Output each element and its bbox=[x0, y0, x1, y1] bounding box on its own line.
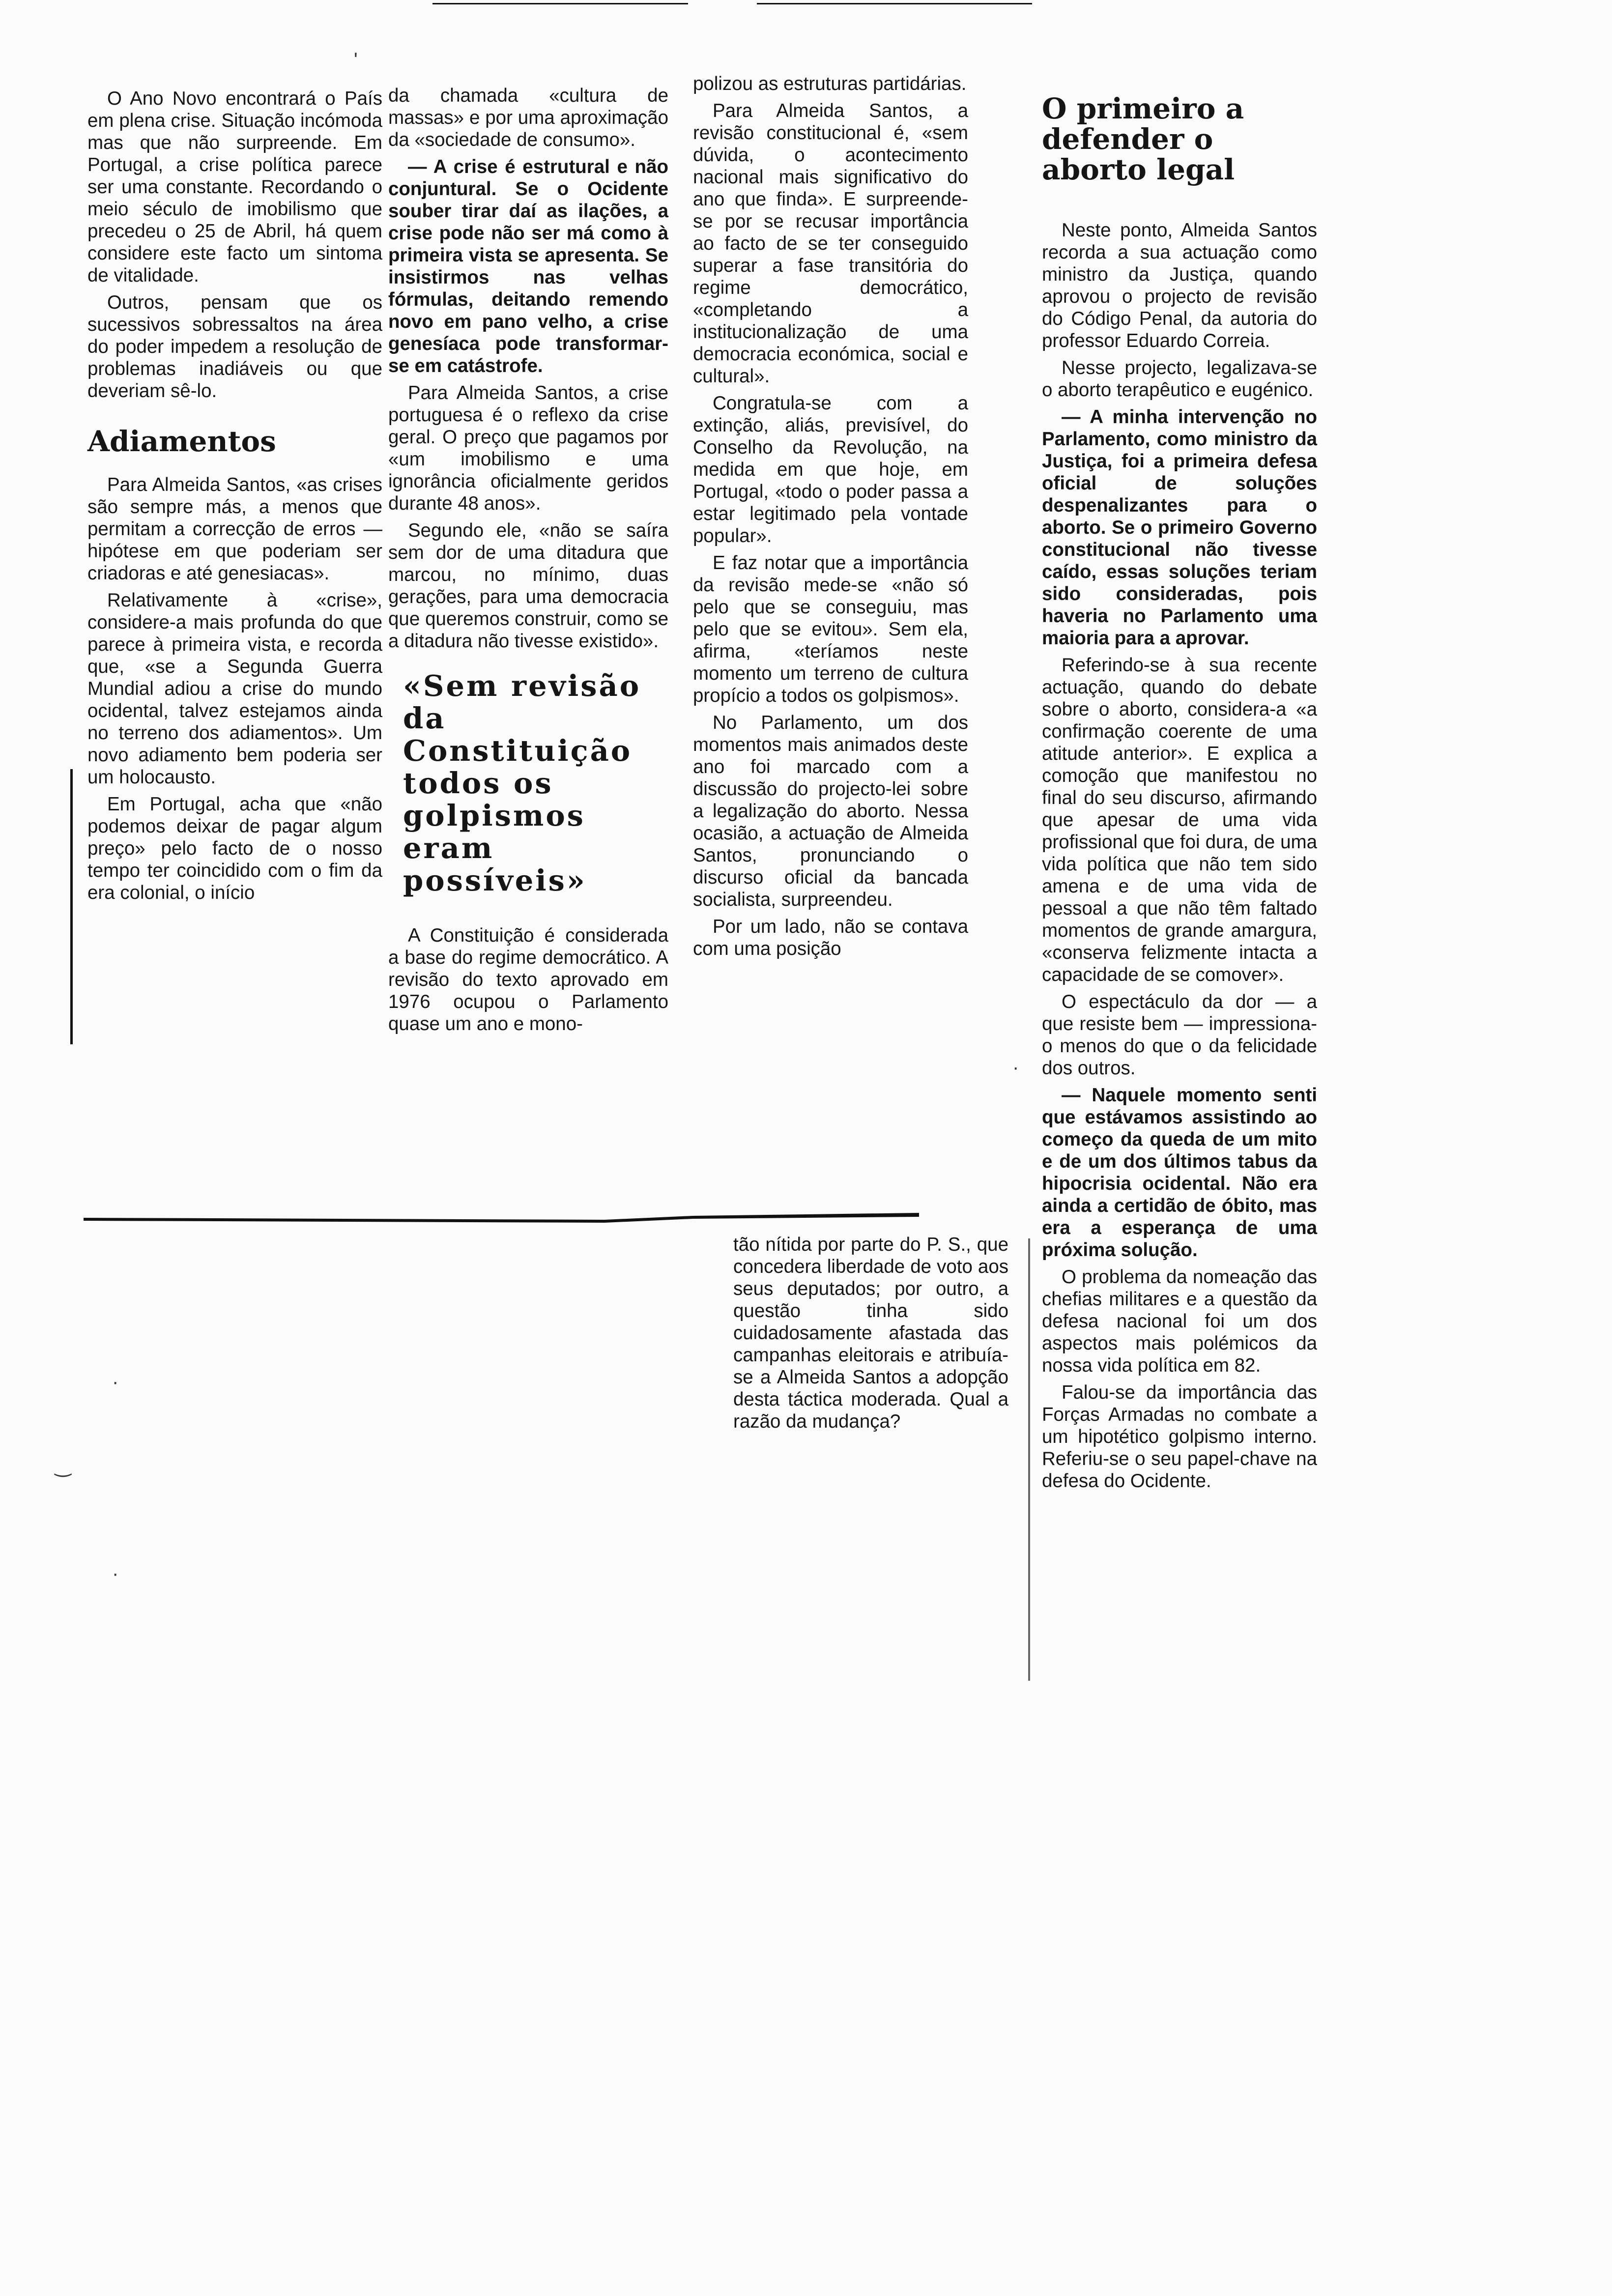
scan-speck: · bbox=[1012, 1057, 1019, 1078]
top-rule-right bbox=[757, 3, 1032, 4]
body-paragraph: A Constituição é considerada a base do regime democrático. A revisão do texto aprovado em 1976 ocupou o Parlamento quase um ano e mono- bbox=[388, 925, 668, 1034]
top-rule-left bbox=[432, 3, 688, 4]
body-paragraph: Nesse projecto, legalizava-se o aborto terapêutico e eugénico. bbox=[1042, 357, 1317, 401]
body-paragraph: No Parlamento, um dos momentos mais animados deste ano foi marcado com a discussão do projecto-lei sobre a legalização do aborto. Nessa ocasião, a actuação de Almeida Santos, pronunciando o discurso oficial da bancada socialista, surpreendeu. bbox=[693, 712, 968, 910]
body-paragraph: O espectáculo da dor — a que resiste bem — impressiona-o menos do que o da felicidade dos outros. bbox=[1042, 991, 1317, 1079]
body-paragraph: da chamada «cultura de massas» e por uma aproximação da «sociedade de consumo». bbox=[388, 85, 668, 150]
cut-line-stroke bbox=[84, 1213, 919, 1223]
body-paragraph: Referindo-se à sua recente actuação, quando do debate sobre o aborto, considera-a «a confirmação coerente de uma atitude anterior». E explica a comoção que manifestou no final do seu discurso, afirmando que apesar de uma vida profissional que foi dura, de uma vida política que não tem sido amena e de uma vida de pessoal a que não têm faltado momentos de grande amargura, «conserva felizmente intacta a capacidade de se comover». bbox=[1042, 655, 1317, 985]
section-subheading: Adiamentos bbox=[87, 425, 276, 458]
quote-paragraph: — A crise é estrutural e não conjuntural. Se o Ocidente souber tirar daí as ilações, a crise pode não ser má como à primeira vista se apresenta. Se insistirmos nas velhas fórmulas, deitando remendo novo em pano velho, a crise genesíaca pode transformar-se em catástrofe. bbox=[388, 156, 668, 376]
quote-paragraph: — A minha intervenção no Parlamento, como ministro da Justiça, foi a primeira defesa oficial de soluções despenalizantes para o aborto. Se o primeiro Governo constitucional não tivesse caído, essas soluções teriam sido consideradas, pois haveria no Parlamento uma maioria para a aprovar. bbox=[1042, 406, 1317, 649]
body-paragraph: Para Almeida Santos, a revisão constitucional é, «sem dúvida, o acontecimento nacional mais significativo do ano que finda». E surpreende-se por se recusar importância ao facto de se ter conseguido superar a fase transitória do regime democrático, «completando a institucionalização de uma democracia económica, social e cultural». bbox=[693, 100, 968, 387]
body-paragraph: Congratula-se com a extinção, aliás, previsível, do Conselho da Revolução, na medida em que hoje, em Portugal, «todo o poder passa a estar legitimado pela vontade popular». bbox=[693, 393, 968, 546]
body-paragraph: Segundo ele, «não se saíra sem dor de uma ditadura que marcou, no mínimo, duas gerações, para uma democracia que queremos construir, como se a ditadura não tivesse existido». bbox=[388, 520, 668, 652]
article-column-1 bbox=[87, 87, 382, 909]
quote-paragraph: — Naquele momento senti que estávamos assistindo ao começo da queda de um mito e de um dos últimos tabus da hipocrisia ocidental. Não era ainda a certidão de óbito, mas era a esperança de uma próxima solução. bbox=[1042, 1085, 1317, 1261]
body-paragraph: Outros, pensam que os sucessivos sobressaltos na área do poder impedem a resolução de problemas inadiáveis ou que deveriam sê-lo. bbox=[87, 292, 382, 402]
body-paragraph: Em Portugal, acha que «não podemos deixar de pagar algum preço» pelo facto de o nosso tempo ter coincidido com o fim da era colonial, o início bbox=[87, 794, 382, 903]
body-paragraph: Por um lado, não se contava com uma posição bbox=[693, 916, 968, 959]
article-column-4 bbox=[1042, 93, 1317, 1497]
body-paragraph: O Ano Novo encontrará o País em plena crise. Situação incómoda mas que não surpreende. Em Portugal, a crise política parece ser uma constante. Recordando o meio século de imobilismo que precedeu o 25 de Abril, há quem considere este facto um sintoma de vitalidade. bbox=[87, 88, 382, 286]
article-heading: O primeiro a defender o aborto legal bbox=[1042, 92, 1244, 186]
scan-speck: ' bbox=[354, 49, 358, 71]
body-paragraph: tão nítida por parte do P. S., que concedera liberdade de voto aos seus deputados; por outro, a questão tinha sido cuidadosamente afastada das campanhas eleitorais e atribuía-se a Almeida Santos a adopção desta táctica moderada. Qual a razão da mudança? bbox=[733, 1234, 1008, 1432]
body-paragraph: Falou-se da importância das Forças Armadas no combate a um hipotético golpismo interno. Referiu-se o seu papel-chave na defesa do Ocidente. bbox=[1042, 1382, 1317, 1492]
body-paragraph: Para Almeida Santos, «as crises são sempre más, a menos que permitam a correcção de erros — hipótese em que poderiam ser criadoras e até genesiacas». bbox=[87, 474, 382, 584]
cut-line bbox=[84, 1199, 919, 1229]
body-paragraph: Para Almeida Santos, a crise portuguesa é o reflexo da crise geral. O preço que pagamos por «um imobilismo e uma ignorância oficialmente geridos durante 48 anos». bbox=[388, 382, 668, 514]
scan-speck: · bbox=[112, 1563, 119, 1584]
body-paragraph: polizou as estruturas partidárias. bbox=[693, 73, 967, 94]
body-paragraph: O problema da nomeação das chefias militares e a questão da defesa nacional foi um dos aspectos mais polémicos da nossa vida política em 82. bbox=[1042, 1266, 1317, 1376]
body-paragraph: Relativamente à «crise», considere-a mais profunda do que parece à primeira vista, e recorda que, «se a Segunda Guerra Mundial adiou a crise do mundo ocidental, talvez estejamos ainda no terreno dos adiamentos». Um novo adiamento bem poderia ser um holocausto. bbox=[87, 590, 382, 788]
body-paragraph: Neste ponto, Almeida Santos recorda a sua actuação como ministro da Justiça, quando aprovou o projecto de revisão do Código Penal, da autoria do professor Eduardo Correia. bbox=[1042, 220, 1317, 351]
column-divider-1 bbox=[70, 769, 73, 1044]
scan-speck: ‿ bbox=[55, 1455, 71, 1477]
pull-quote: «Sem revisão da Constituição todos os golpismos eram possíveis» bbox=[403, 669, 641, 897]
column-divider-2 bbox=[1028, 1238, 1030, 1681]
article-column-3 bbox=[693, 73, 968, 965]
scan-speck: · bbox=[112, 1371, 119, 1393]
body-paragraph: E faz notar que a importância da revisão mede-se «não só pelo que se conseguiu, mas pelo que se evitou». Sem ela, afirma, «teríamos neste momento um terreno de cultura propício a todos os golpismos». bbox=[693, 552, 968, 706]
article-column-2 bbox=[388, 85, 668, 1040]
article-column-3-continued bbox=[733, 1234, 1008, 1437]
